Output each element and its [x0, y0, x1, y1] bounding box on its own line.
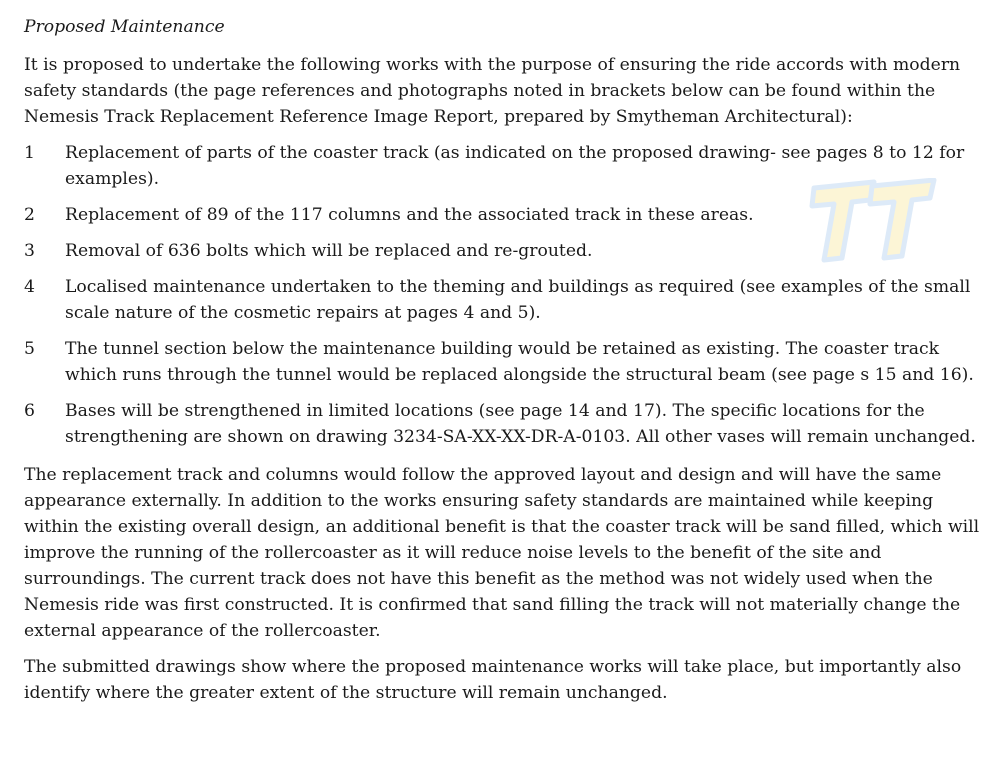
body-paragraph-2: The submitted drawings show where the proposed maintenance works will take place, but importantly also identify where the greater extent of the structure will remain unchanged. — [24, 657, 962, 703]
list-item-number: 2 — [24, 205, 35, 225]
list-item — [24, 202, 984, 228]
list-item-number: 1 — [24, 143, 35, 163]
list-item-number: 5 — [24, 339, 35, 359]
list-item-text: The tunnel section below the maintenance building would be retained as existing. The coaster track which runs through the tunnel would be replaced alongside the structural beam (see page s 15 and 16). — [65, 339, 974, 385]
list-item-text: Bases will be strengthened in limited locations (see page 14 and 17). The specific locations for the strengthening are shown on drawing 3234-SA-XX-XX-DR-A-0103. All other vases will remain unchanged. — [65, 401, 976, 447]
list-item — [24, 398, 984, 450]
list-item-text: Removal of 636 bolts which will be replaced and re-grouted. — [65, 241, 593, 261]
works-list — [24, 140, 984, 450]
list-item — [24, 140, 984, 192]
list-item — [24, 238, 984, 264]
body-paragraph-1: The replacement track and columns would follow the approved layout and design and will have the same appearance externally. In addition to the works ensuring safety standards are maintained while keeping within the existing overall design, an additional benefit is that the coaster track will be sand filled, which will improve the running of the rollercoaster as it will reduce noise levels to the benefit of the site and surroundings. The current track does not have this benefit as the method was not widely used when the Nemesis ride was first constructed. It is confirmed that sand filling the track will not materially change the external appearance of the rollercoaster. — [24, 465, 980, 641]
document-page — [24, 14, 984, 716]
list-item-text: Localised maintenance undertaken to the theming and buildings as required (see examples of the small scale nature of the cosmetic repairs at pages 4 and 5). — [65, 277, 971, 323]
section-heading: Proposed Maintenance — [24, 17, 225, 37]
list-item-text: Replacement of 89 of the 117 columns and the associated track in these areas. — [65, 205, 754, 225]
list-item-text: Replacement of parts of the coaster track (as indicated on the proposed drawing- see pages 8 to 12 for examples). — [65, 143, 965, 189]
list-item-number: 4 — [24, 277, 35, 297]
list-item-number: 3 — [24, 241, 35, 261]
list-item-number: 6 — [24, 401, 35, 421]
intro-paragraph: It is proposed to undertake the following works with the purpose of ensuring the ride accords with modern safety standards (the page references and photographs noted in brackets below can be found within the Nemesis Track Replacement Reference Image Report, prepared by Smytheman Architectural): — [24, 55, 961, 127]
list-item — [24, 336, 984, 388]
list-item — [24, 274, 984, 326]
